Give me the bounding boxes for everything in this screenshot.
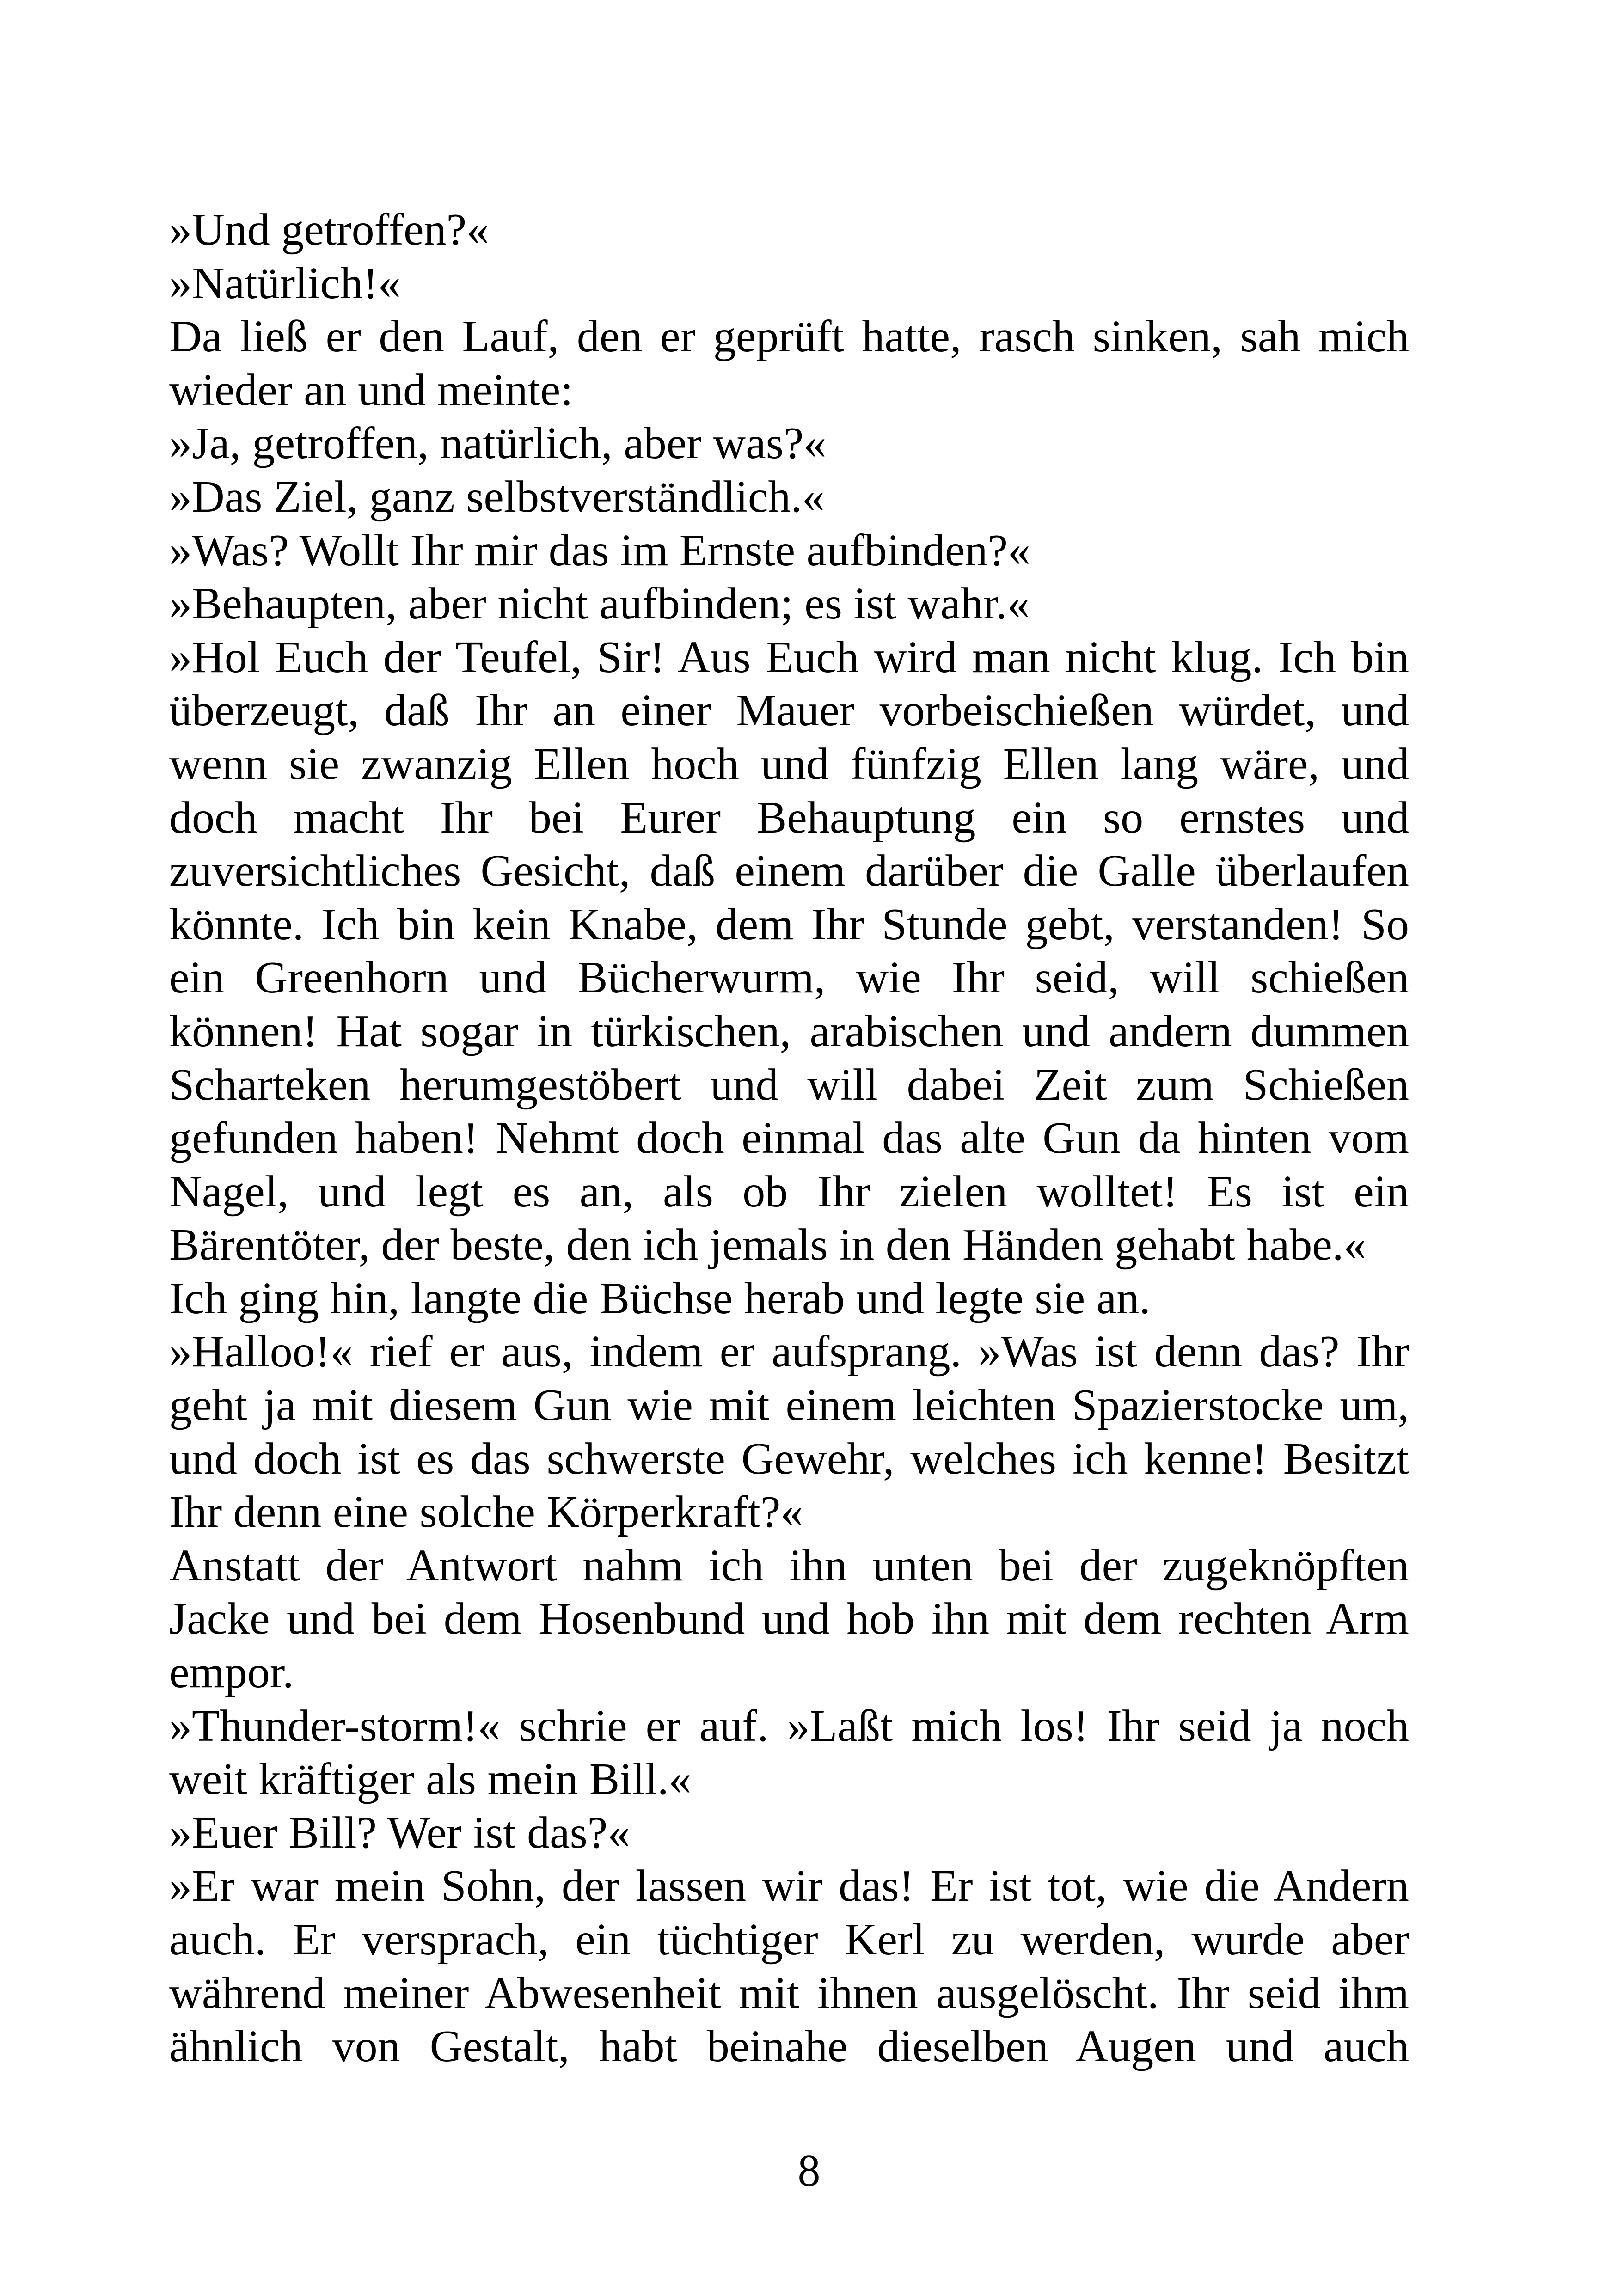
text-line: »Er war mein Sohn, der lassen wir das! Er ist tot, wie die Andern: [169, 1861, 1409, 1911]
text-line: könnte. Ich bin kein Knabe, dem Ihr Stunde gebt, verstanden! So: [169, 899, 1409, 949]
text-line: gefunden haben! Nehmt doch einmal das alte Gun da hinten vom: [169, 1113, 1409, 1163]
text-line: »Und getroffen?«: [169, 205, 490, 255]
text-line: Da ließ er den Lauf, den er geprüft hatte, rasch sinken, sah mich: [169, 312, 1409, 362]
text-line: »Halloo!« rief er aus, indem er aufsprang. »Was ist denn das? Ihr: [169, 1327, 1409, 1377]
text-line: »Natürlich!«: [169, 258, 401, 308]
text-line: wenn sie zwanzig Ellen hoch und fünfzig Ellen lang wäre, und: [169, 739, 1409, 789]
text-line: »Hol Euch der Teufel, Sir! Aus Euch wird man nicht klug. Ich bin: [169, 632, 1409, 682]
text-line: während meiner Abwesenheit mit ihnen ausgelöscht. Ihr seid ihm: [169, 1968, 1409, 2018]
text-line: zuversichtliches Gesicht, daß einem darüber die Galle überlaufen: [169, 846, 1409, 896]
text-line: ein Greenhorn und Bücherwurm, wie Ihr seid, will schießen: [169, 953, 1409, 1003]
text-line: »Behaupten, aber nicht aufbinden; es ist wahr.«: [169, 579, 1030, 629]
body-text: [169, 203, 1409, 2074]
text-line: ähnlich von Gestalt, habt beinahe dieselben Augen und auch: [169, 2021, 1409, 2072]
text-line: Nagel, und legt es an, als ob Ihr zielen wolltet! Es ist ein: [169, 1166, 1409, 1217]
text-line: empor.: [169, 1647, 294, 1698]
text-line: Scharteken herumgestöbert und will dabei Zeit zum Schießen: [169, 1059, 1409, 1110]
text-line: auch. Er versprach, ein tüchtiger Kerl zu werden, wurde aber: [169, 1915, 1409, 1965]
text-line: weit kräftiger als mein Bill.«: [169, 1754, 692, 1805]
text-line: Ihr denn eine solche Körperkraft?«: [169, 1487, 803, 1537]
text-line: Bärentöter, der beste, den ich jemals in den Händen gehabt habe.«: [169, 1220, 1367, 1270]
text-line: doch macht Ihr bei Eurer Behauptung ein so ernstes und: [169, 792, 1409, 843]
page-number: 8: [797, 2146, 821, 2196]
text-line: und doch ist es das schwerste Gewehr, welches ich kenne! Besitzt: [169, 1433, 1409, 1484]
text-line: »Thunder-storm!« schrie er auf. »Laßt mich los! Ihr seid ja noch: [169, 1701, 1409, 1751]
text-line: »Was? Wollt Ihr mir das im Ernste aufbinden?«: [169, 525, 1031, 576]
text-line: Jacke und bei dem Hosenbund und hob ihn mit dem rechten Arm: [169, 1594, 1409, 1644]
text-line: Anstatt der Antwort nahm ich ihn unten bei der zugeknöpften: [169, 1540, 1409, 1591]
text-line: »Das Ziel, ganz selbstverständlich.«: [169, 471, 825, 522]
text-line: überzeugt, daß Ihr an einer Mauer vorbeischießen würdet, und: [169, 686, 1409, 736]
text-line: können! Hat sogar in türkischen, arabischen und andern dummen: [169, 1006, 1409, 1056]
text-line: Ich ging hin, langte die Büchse herab und legte sie an.: [169, 1273, 1151, 1323]
text-line: »Euer Bill? Wer ist das?«: [169, 1807, 631, 1858]
text-line: wieder an und meinte:: [169, 365, 573, 415]
text-line: »Ja, getroffen, natürlich, aber was?«: [169, 418, 827, 469]
text-line: geht ja mit diesem Gun wie mit einem leichten Spazierstocke um,: [169, 1380, 1409, 1431]
